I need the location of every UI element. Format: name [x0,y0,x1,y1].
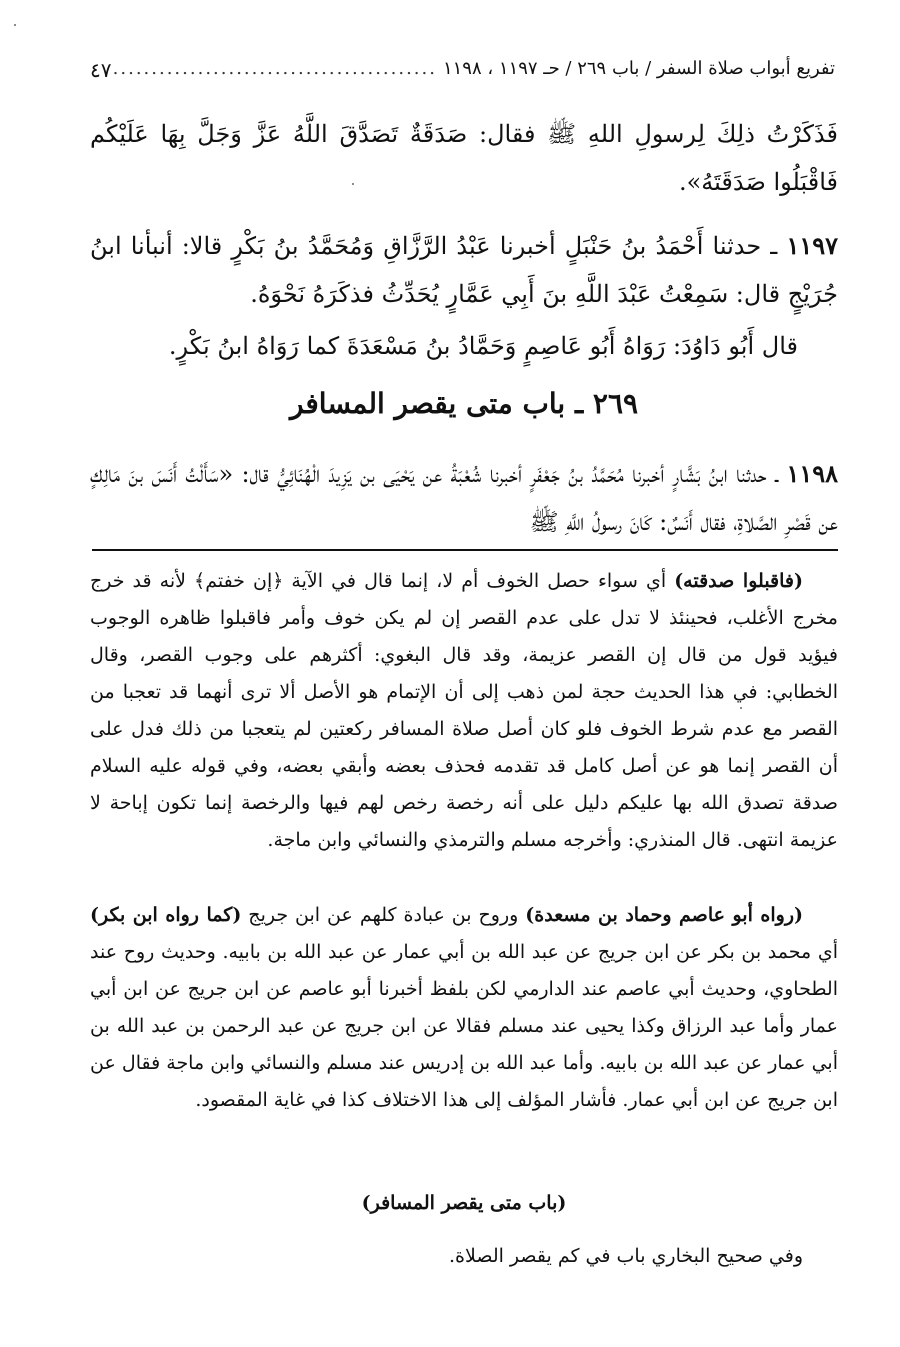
scan-speck [352,183,354,185]
running-title: تفريع أبواب صلاة السفر / باب ٢٦٩ / حـ ١١٩٧ ، ١١٩٨ [442,58,835,79]
commentary-note-3: وفي صحيح البخاري باب في كم يقصر الصلاة. [449,1245,803,1267]
note-text: أي محمد بن بكر عن ابن جريج عن عبد الله بن أبي عمار عن عبد الله بن بابيه. وحديث روح عند الطحاوي، وحديث أبي عاصم عند الدارمي لكن بلفظ أخبرنا أبو عاصم عن ابن جريج عن ابن أبي عمار وأما عبد الرزاق وكذا يحيى عند مسلم فقالا عن ابن جريج عن عبد الرحمن بن عبد الله بن أبي عمار عن عبد الله بن بابيه. وأما عبد الله بن إدريس عند مسلم والنسائي وابن ماجة فقال عن ابن جريج عن ابن أبي عمار. فأشار المؤلف إلى هذا الاختلاف كذا في غاية المقصود. [90,941,838,1111]
note-text: أي سواء حصل الخوف أم لا، إنما قال في الآية ﴿إن خفتم﴾ لأنه قد خرج مخرج الأغلب، فحينئذ لا تدل على عدم القصر إن لم يكن خوف وأمر فاقبلوا ظاهره الوجوب فيؤيد قول من قال إن القصر عزيمة، وقد قال البغوي: أكثرهم على وجوب القصر، وقال الخطابي: في هذا الحديث حجة لمن ذهب إلى أن الإتمام هو الأصل ألا ترى أنهما قد تعجبا من القصر مع عدم شرط الخوف فلو كان أصل صلاة المسافر ركعتين لم يتعجبا من ذلك فدل على أن القصر إنما هو عن أصل كامل قد تقدمه فحذف بعضه وأبقي بعضه، وفي قوله عليه السلام صدقة تصدق الله بها عليكم دليل على أنه رخصة رخص لهم فيها والرخصة إنما تكون إباحة لا عزيمة انتهى. قال المنذري: وأخرجه مسلم والترمذي والنسائي وابن ماجة. [90,570,838,851]
hadith-1198 [90,450,838,546]
hadith-continuation: فَذَكَرْتُ ذلِكَ لِرسولِ اللهِ ﷺ فقال: صَدَقَةٌ تَصَدَّقَ اللَّهُ عَزَّ وَجَلَّ بِهَا عَلَيْكُم فَاقْبَلُوا صَدَقَتَهُ». [90,120,838,196]
scan-speck [740,707,742,709]
note-lemma: (كما رواه ابن بكر) [90,904,242,926]
chapter-heading [90,387,838,420]
note-text: وروح بن عبادة كلهم عن ابن جريج [241,904,526,926]
note-lemma: (فاقبلوا صدقته) [674,570,803,592]
hadith-number: ١١٩٧ [786,231,838,260]
commentary-note-2 [90,897,838,1119]
hadith-text: ـ حدثنا أَحْمَدُ بنُ حَنْبَلٍ أخبرنا عَبْدُ الرَّزَّاقِ وَمُحَمَّدُ بنُ بَكْرٍ قالا: أنبأنا ابنُ جُرَيْجٍ قال: سَمِعْتُ عَبْدَ اللَّهِ بنَ أَبِي عَمَّارٍ يُحَدِّثُ فذكَرَهُ نَحْوَهُ. [90,232,838,308]
hadith-number: ١١٩٨ [786,459,838,488]
hadith-text: ـ حدثنا ابنُ بَشَّارٍ أخبرنا مُحَمَّدُ بنُ جَعْفَرٍ أخبرنا شُعْبَةُ عن يَحْيَى بن يَزِيدَ الْهُنَائِيُّ قال: «سَأَلْتُ أَنَسَ بنَ مَالِكٍ عن قَصْرِ الصَّلاةِ، فقال أَنَسٌ: كَانَ رسولُ اللَّهِ ﷺ [90,460,838,536]
commentary-note-1 [90,563,838,859]
scan-speck [14,24,16,26]
abu-dawud-remark: قال أَبُو دَاوُدَ: رَوَاهُ أَبُو عَاصِمٍ وَحَمَّادُ بنُ مَسْعَدَةَ كما رَوَاهُ ابنُ بَكْرٍ. [168,332,798,360]
running-header [110,58,835,79]
commentary-subheading: (باب متى يقصر المسافر) [361,1192,567,1214]
page-number: ٤٧ [90,58,112,82]
hadith-1197 [90,222,838,318]
note-lemma: (رواه أبو عاصم وحماد بن مسعدة) [525,904,803,926]
footnote-divider [92,549,838,551]
chapter-title: ـ باب متى يقصر المسافر [289,387,593,420]
leader-dots [110,58,437,79]
chapter-number: ٢٦٩ [592,387,639,420]
